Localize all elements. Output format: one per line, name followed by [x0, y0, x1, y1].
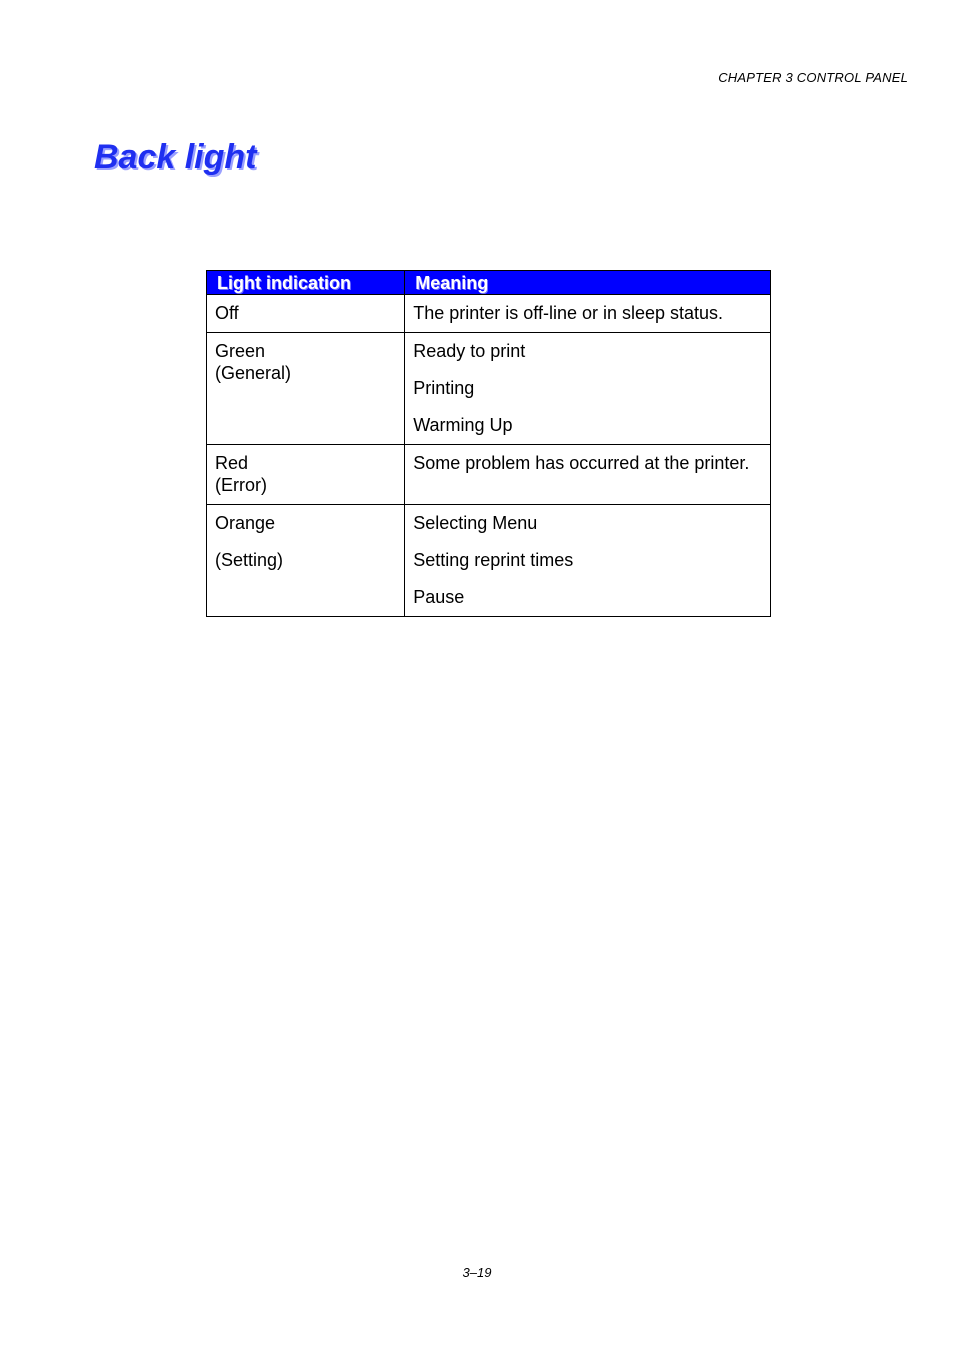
light-indication-subtext: (Setting): [215, 550, 284, 570]
meaning-text: The printer is off-line or in sleep status.: [413, 303, 724, 323]
meaning-cell: [405, 333, 771, 445]
meaning-text: Some problem has occurred at the printer.: [413, 453, 750, 473]
light-indication-text: Orange: [215, 513, 276, 533]
column-header-light-indication: Light indication: [207, 271, 405, 295]
table-row: [207, 505, 771, 617]
page-number: 3–19: [462, 1265, 492, 1280]
column-header-meaning: Meaning: [405, 271, 771, 295]
light-indication-cell: [207, 505, 405, 617]
light-indication-subtext: (General): [215, 363, 292, 383]
meaning-text: Ready to print: [413, 341, 526, 361]
light-indication-cell: [207, 295, 405, 333]
meaning-text: Setting reprint times: [413, 550, 574, 570]
table-header-row: [207, 271, 771, 295]
meaning-cell: [405, 505, 771, 617]
light-indication-text: Off: [215, 303, 239, 323]
table-row: [207, 295, 771, 333]
light-indication-cell: [207, 333, 405, 445]
meaning-text: Pause: [413, 587, 465, 607]
meaning-cell: [405, 445, 771, 505]
meaning-text: Warming Up: [413, 415, 513, 435]
light-indication-cell: [207, 445, 405, 505]
section-title: Back light: [94, 138, 257, 176]
meaning-text: Printing: [413, 378, 475, 398]
back-light-table: [206, 270, 771, 617]
meaning-cell: [405, 295, 771, 333]
table-row: [207, 445, 771, 505]
table-row: [207, 333, 771, 445]
meaning-text: Selecting Menu: [413, 513, 538, 533]
running-header: CHAPTER 3 CONTROL PANEL: [718, 70, 908, 85]
light-indication-text: Green: [215, 341, 266, 361]
light-indication-subtext: (Error): [215, 475, 267, 495]
light-indication-text: Red: [215, 453, 249, 473]
